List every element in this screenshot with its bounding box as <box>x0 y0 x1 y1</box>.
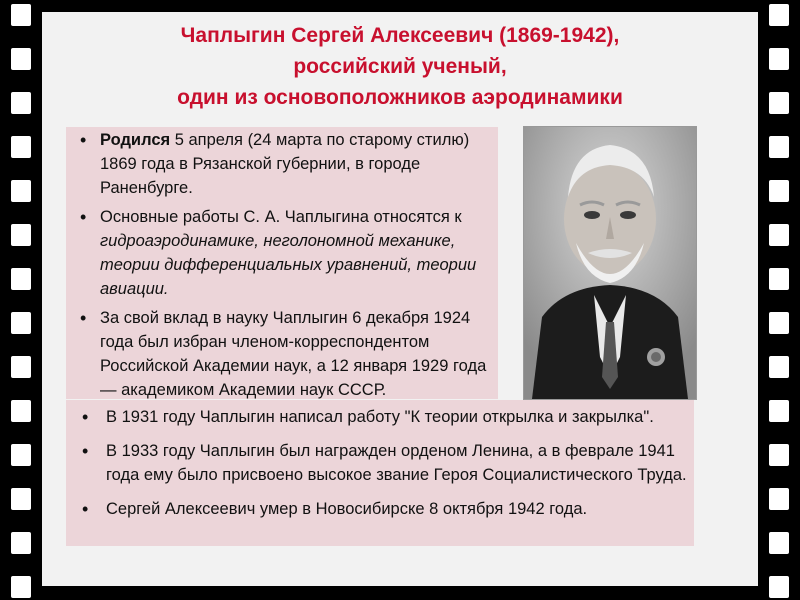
film-hole <box>769 180 789 202</box>
bio-list <box>70 128 500 407</box>
film-hole <box>769 224 789 246</box>
film-hole <box>769 532 789 554</box>
film-hole <box>769 400 789 422</box>
film-hole <box>11 224 31 246</box>
film-hole <box>11 4 31 26</box>
bio-item-works-italic: гидроаэродинамике, неголономной механике, теории дифференциальных уравнений, теории авиации. <box>100 232 477 298</box>
film-hole <box>769 92 789 114</box>
slide-title <box>42 20 758 113</box>
bio-item-works <box>70 205 500 301</box>
bio-item-works-text: Основные работы С. А. Чаплыгина относятся к <box>100 208 462 226</box>
film-hole <box>769 48 789 70</box>
portrait-photo <box>523 126 697 400</box>
film-hole <box>769 4 789 26</box>
title-line-3: один из основоположников аэродинамики <box>177 86 623 109</box>
title-line-1: Чаплыгин Сергей Алексеевич (1869-1942), <box>180 24 620 47</box>
later-list <box>66 405 706 531</box>
film-hole <box>769 444 789 466</box>
film-hole <box>769 576 789 598</box>
title-line-2: российский ученый, <box>293 55 507 78</box>
film-hole <box>11 48 31 70</box>
bio-item-birth <box>70 128 500 200</box>
film-hole <box>11 92 31 114</box>
film-hole <box>769 312 789 334</box>
bio-item-birth-bold: Родился <box>100 131 171 149</box>
bio-item-birth-text: 5 апреля (24 марта по старому стилю) 1869 года в Рязанской губернии, в городе Раненбурге. <box>100 131 470 197</box>
film-strip-right <box>758 0 800 600</box>
bio-item-academy: • За свой вклад в науку Чаплыгин 6 декабря 1924 года был избран членом-корреспондентом Российской Академии наук, а 12 января 1929 года — академиком Академии наук СССР. <box>70 306 500 402</box>
film-hole <box>11 576 31 598</box>
later-item-1931: • В 1931 году Чаплыгин написал работу "К теории открылка и закрылка". <box>66 405 706 429</box>
film-hole <box>769 268 789 290</box>
film-hole <box>769 356 789 378</box>
later-item-death: • Сергей Алексеевич умер в Новосибирске 8 октября 1942 года. <box>66 497 706 521</box>
film-hole <box>11 444 31 466</box>
film-hole <box>11 356 31 378</box>
film-strip-left <box>0 0 42 600</box>
film-hole <box>11 532 31 554</box>
film-hole <box>769 136 789 158</box>
film-hole <box>11 312 31 334</box>
later-item-1933: • В 1933 году Чаплыгин был награжден орденом Ленина, а в феврале 1941 года ему было присвоено высокое звание Героя Социалистического Труда. <box>66 439 706 487</box>
film-hole <box>11 180 31 202</box>
film-hole <box>769 488 789 510</box>
film-hole <box>11 400 31 422</box>
film-hole <box>11 268 31 290</box>
film-hole <box>11 136 31 158</box>
portrait-illustration <box>524 127 696 399</box>
film-hole <box>11 488 31 510</box>
